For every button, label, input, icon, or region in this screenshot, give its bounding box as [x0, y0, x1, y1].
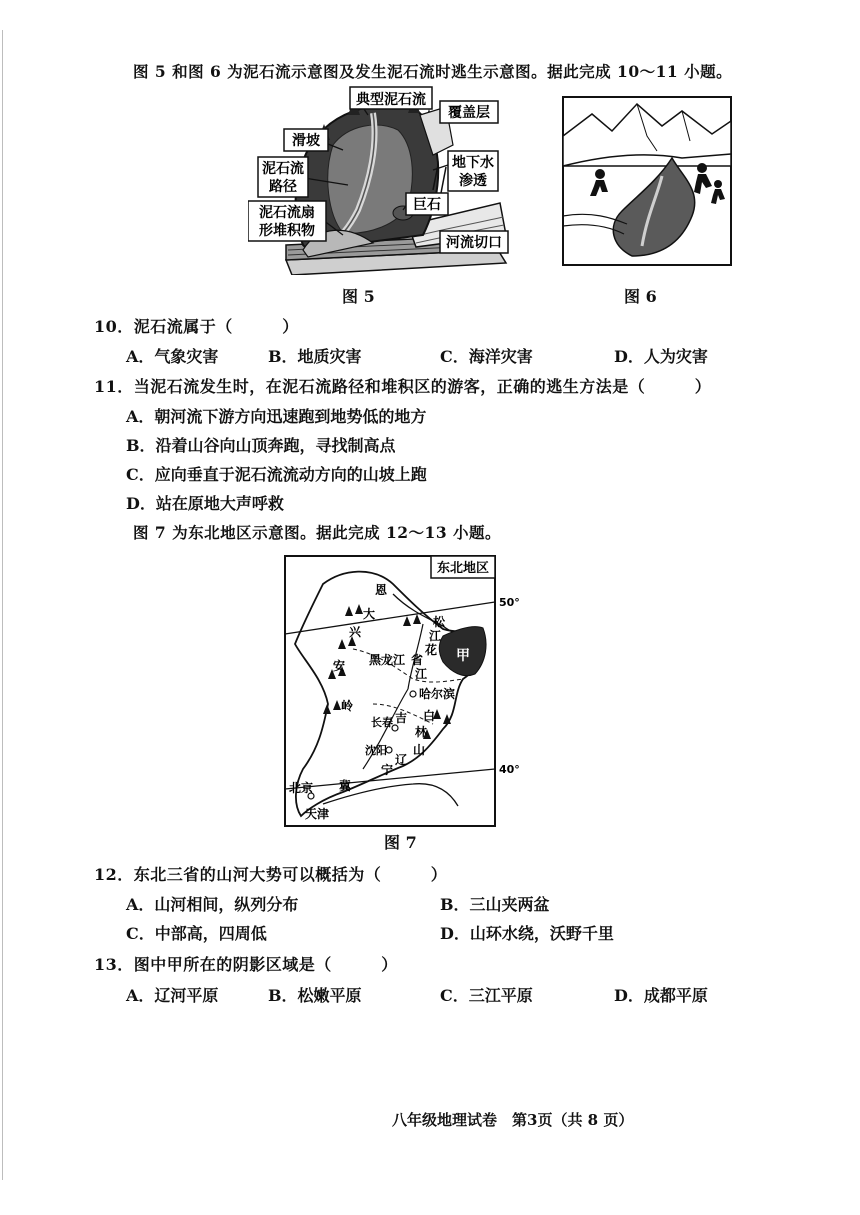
question-11-option-d[interactable]: D．站在原地大声呼救	[126, 494, 284, 513]
label-hua: 花	[425, 643, 438, 657]
label-en: 恩	[375, 583, 388, 597]
page-footer: 八年级地理试卷 第3页（共 8 页）	[392, 1111, 634, 1129]
label-xi: 冀	[339, 779, 352, 793]
label-jiang2: 江	[415, 667, 428, 681]
label-fan-deposit	[248, 201, 326, 241]
label-groundwater	[448, 151, 498, 191]
question-12-option-b[interactable]: B．三山夹两盆	[440, 895, 550, 914]
label-jiang1: 江	[429, 629, 442, 643]
label-shenyang: 沈阳	[365, 744, 387, 757]
label-liao: 辽	[395, 753, 408, 767]
label-an: 安	[333, 659, 346, 673]
label-sheng: 省	[411, 653, 424, 667]
question-10-option-d[interactable]: D．人为灾害	[614, 347, 708, 366]
figure-5-caption: 图 5	[342, 287, 375, 306]
label-boulder	[406, 193, 448, 215]
label-lin: 林	[415, 725, 428, 739]
label-shan: 山	[413, 743, 426, 757]
region-jia-label: 甲	[456, 648, 470, 664]
question-10-stem: 10．泥石流属于（ ）	[94, 317, 299, 336]
label-jiling: 吉	[395, 711, 408, 725]
label-ning: 宁	[381, 763, 394, 777]
label-da: 大	[363, 607, 376, 621]
question-12-option-a[interactable]: A．山河相间，纵列分布	[126, 895, 299, 914]
figure-5	[248, 85, 510, 279]
question-10-option-b[interactable]: B．地质灾害	[268, 347, 362, 366]
question-13-option-b[interactable]: B．松嫩平原	[268, 986, 362, 1005]
svg-text:路径: 路径	[269, 179, 297, 195]
svg-text:地下水: 地下水	[452, 155, 494, 171]
question-13-option-a[interactable]: A．辽河平原	[126, 986, 219, 1005]
question-12-option-c[interactable]: C．中部高，四周低	[126, 924, 267, 943]
label-song: 松	[433, 615, 446, 629]
svg-text:典型泥石流: 典型泥石流	[356, 92, 426, 108]
label-landslide	[284, 129, 328, 151]
latitude-50-label: 50°	[499, 596, 520, 609]
svg-text:形堆积物: 形堆积物	[259, 223, 315, 239]
question-13-stem: 13．图中甲所在的阴影区域是（ ）	[94, 955, 398, 974]
question-10-option-a[interactable]: A．气象灾害	[126, 347, 219, 366]
label-heilongjiang: 黑龙江	[369, 653, 406, 667]
label-tianjin: 天津	[305, 807, 330, 821]
label-cover-layer	[440, 101, 498, 123]
label-beijing: 北京	[289, 781, 314, 795]
question-10-option-c[interactable]: C．海洋灾害	[440, 347, 533, 366]
map-title	[431, 556, 495, 578]
figure-6-illustration	[562, 96, 732, 266]
figure-7-map	[283, 554, 523, 829]
label-river-cut	[440, 231, 508, 253]
question-12-option-d[interactable]: D．山环水绕，沃野千里	[440, 924, 614, 943]
label-xing: 兴	[349, 625, 362, 639]
svg-text:河流切口: 河流切口	[446, 235, 502, 251]
question-13-option-c[interactable]: C．三江平原	[440, 986, 533, 1005]
page-edge-line	[2, 30, 3, 1180]
svg-text:泥石流: 泥石流	[262, 161, 304, 177]
question-11-option-b[interactable]: B．沿着山谷向山顶奔跑，寻找制高点	[126, 436, 396, 455]
figure-7	[283, 554, 523, 833]
question-12-stem: 12．东北三省的山河大势可以概括为（ ）	[94, 865, 448, 884]
question-11-stem: 11．当泥石流发生时，在泥石流路径和堆积区的游客，正确的逃生方法是（ ）	[94, 377, 712, 396]
label-bai: 白	[423, 709, 436, 723]
figure-6-caption: 图 6	[624, 287, 657, 306]
label-typical-debris-flow	[350, 87, 432, 109]
question-11-option-c[interactable]: C．应向垂直于泥石流流动方向的山坡上跑	[126, 465, 427, 484]
svg-text:东北地区: 东北地区	[436, 561, 490, 576]
intro-fig5-6: 图 5 和图 6 为泥石流示意图及发生泥石流时逃生示意图。据此完成 10～11 小题。	[133, 62, 733, 81]
label-ling: 岭	[341, 699, 354, 713]
label-changchun: 长春	[371, 716, 393, 729]
svg-text:滑坡: 滑坡	[292, 133, 320, 149]
figure-5-illustration	[248, 85, 510, 275]
svg-text:泥石流扇: 泥石流扇	[259, 205, 315, 221]
latitude-40-label: 40°	[499, 763, 520, 776]
svg-text:覆盖层: 覆盖层	[448, 105, 490, 121]
label-harbin: 哈尔滨	[419, 687, 456, 701]
label-debris-path	[258, 157, 308, 197]
svg-text:巨石: 巨石	[413, 197, 441, 213]
svg-text:渗透: 渗透	[459, 173, 487, 189]
question-13-option-d[interactable]: D．成都平原	[614, 986, 708, 1005]
figure-7-caption: 图 7	[384, 833, 417, 852]
question-11-option-a[interactable]: A．朝河流下游方向迅速跑到地势低的地方	[126, 407, 427, 426]
intro-fig7: 图 7 为东北地区示意图。据此完成 12～13 小题。	[133, 523, 502, 542]
figure-6	[562, 96, 732, 270]
